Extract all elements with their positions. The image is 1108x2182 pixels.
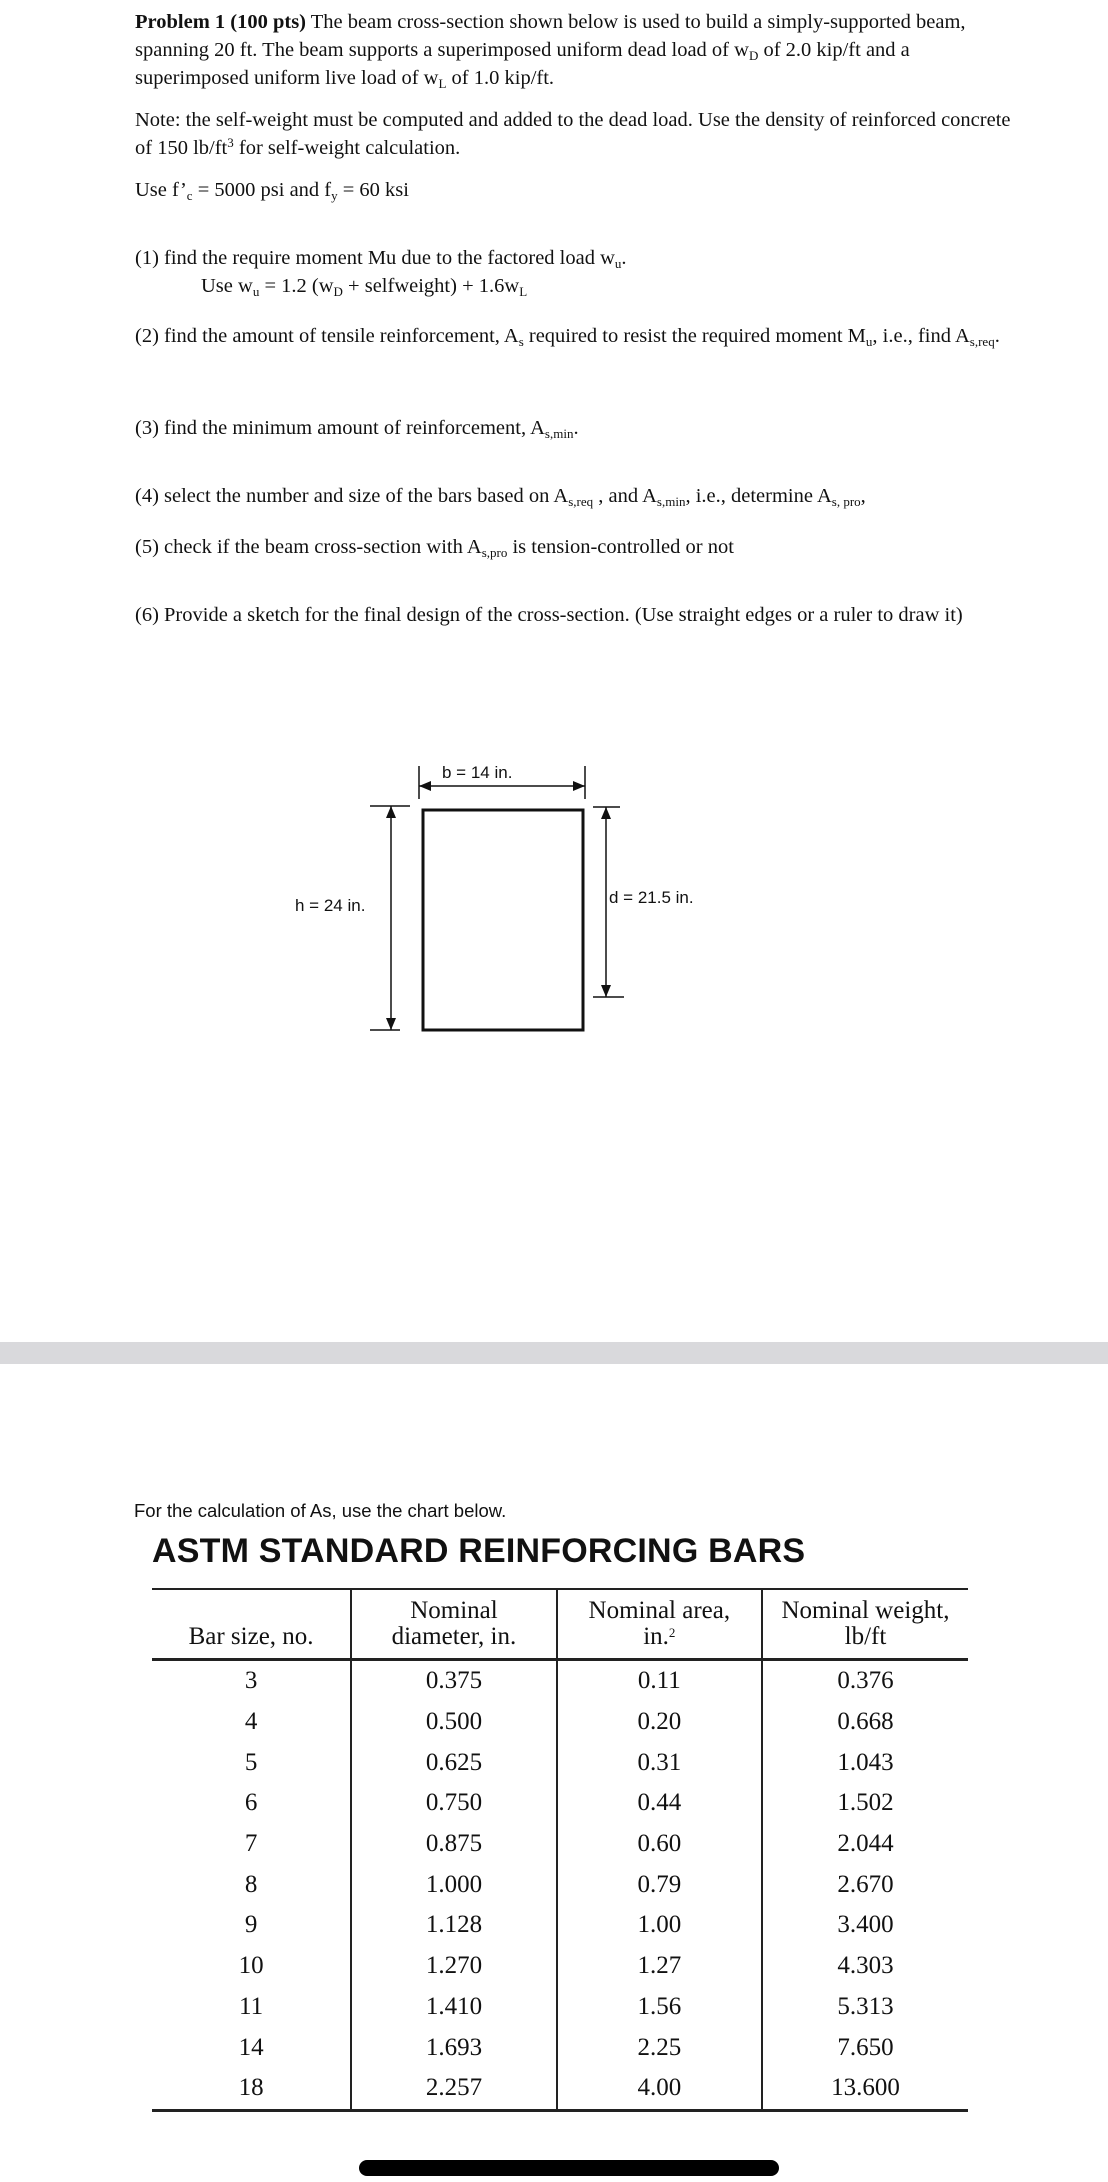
question-6: (6) Provide a sketch for the final design of the cross-section. (Use straight edges or a ruler to draw it) (135, 604, 963, 626)
b-label: b = 14 in. (442, 763, 513, 782)
section-rectangle (423, 810, 583, 1030)
question-1: (1) find the require moment Mu due to the factored load $w_u$. Use $w_u = 1.2$ ($w_D$ + selfweight) + $1.6w_L$ (135, 244, 1015, 300)
d-label: d = 21.5 in. (609, 888, 694, 907)
table-row: 7 0.875 0.60 2.044 (152, 1824, 968, 1865)
h-arrow-top (386, 806, 396, 818)
b-arrow-right (573, 781, 585, 791)
h-label: h = 24 in. (295, 896, 366, 915)
home-indicator-bar[interactable] (359, 2160, 779, 2176)
problem-statement: Problem 1 (100 pts) The beam cross-section shown below is used to build a simply-supported beam, spanning 20 ft. The beam supports a superimposed uniform dead load of $w_D$ of 2.0 kip/ft and a superimposed uniform live load of $w_L$ of 1.0 kip/ft. (135, 11, 966, 91)
table-header-row (152, 1589, 968, 1660)
material-properties: Use $f’_c = 5000$ psi and $f_y = 60$ ksi (135, 179, 409, 203)
b-arrow-left (419, 781, 431, 791)
header-bar-size: Bar size, no. (152, 1589, 351, 1660)
table-row: 11 1.410 1.56 5.313 (152, 1987, 968, 2028)
table-row: 3 0.375 0.11 0.376 (152, 1660, 968, 1702)
h-arrow-bottom (386, 1018, 396, 1030)
header-area: Nominal area, in.$^2$ (557, 1589, 762, 1660)
table-row: 14 1.693 2.25 7.650 (152, 2027, 968, 2068)
question-2: (2) find the amount of tensile reinforcement, $A_s$ required to resist the required moment $M_u$, i.e., find $A_{s,req}$. (135, 325, 1000, 349)
note-text: Note: the self-weight must be computed and added to the dead load. Use the density of reinforced concrete of 150 $lb/ft^3$ for self-weight calculation. (135, 109, 1011, 159)
question-3: (3) find the minimum amount of reinforcement, $A_{s,min}$. (135, 417, 579, 441)
chart-caption: For the calculation of As, use the chart below. (134, 1500, 507, 1521)
table-row: 18 2.257 4.00 13.600 (152, 2068, 968, 2110)
table-row: 4 0.500 0.20 0.668 (152, 1702, 968, 1743)
d-arrow-top (601, 807, 611, 819)
table-row: 5 0.625 0.31 1.043 (152, 1742, 968, 1783)
rebar-table (152, 1588, 968, 2112)
table-row: 9 1.128 1.00 3.400 (152, 1905, 968, 1946)
question-4: (4) select the number and size of the bars based on $A_{s,req}$ , and $A_{s,min}$, i.e., determine $A_{s, pro}$, (135, 485, 866, 509)
beam-cross-section-diagram (280, 755, 740, 1045)
rebar-table-container (152, 1588, 968, 2112)
question-5: (5) check if the beam cross-section with $A_{s,pro}$ is tension-controlled or not (135, 536, 734, 560)
header-diameter: Nominal diameter, in. (351, 1589, 557, 1660)
factored-load-equation: Use $w_u = 1.2$ ($w_D$ + selfweight) + $1.6w_L$ (201, 275, 528, 299)
chart-title: ASTM STANDARD REINFORCING BARS (152, 1532, 806, 1570)
table-row: 6 0.750 0.44 1.502 (152, 1783, 968, 1824)
problem-title: Problem 1 (100 pts) (135, 11, 307, 33)
table-row: 8 1.000 0.79 2.670 (152, 1864, 968, 1905)
page-divider (0, 1342, 1108, 1364)
table-row: 10 1.270 1.27 4.303 (152, 1946, 968, 1987)
header-weight: Nominal weight, lb/ft (762, 1589, 968, 1660)
d-arrow-bottom (601, 985, 611, 997)
